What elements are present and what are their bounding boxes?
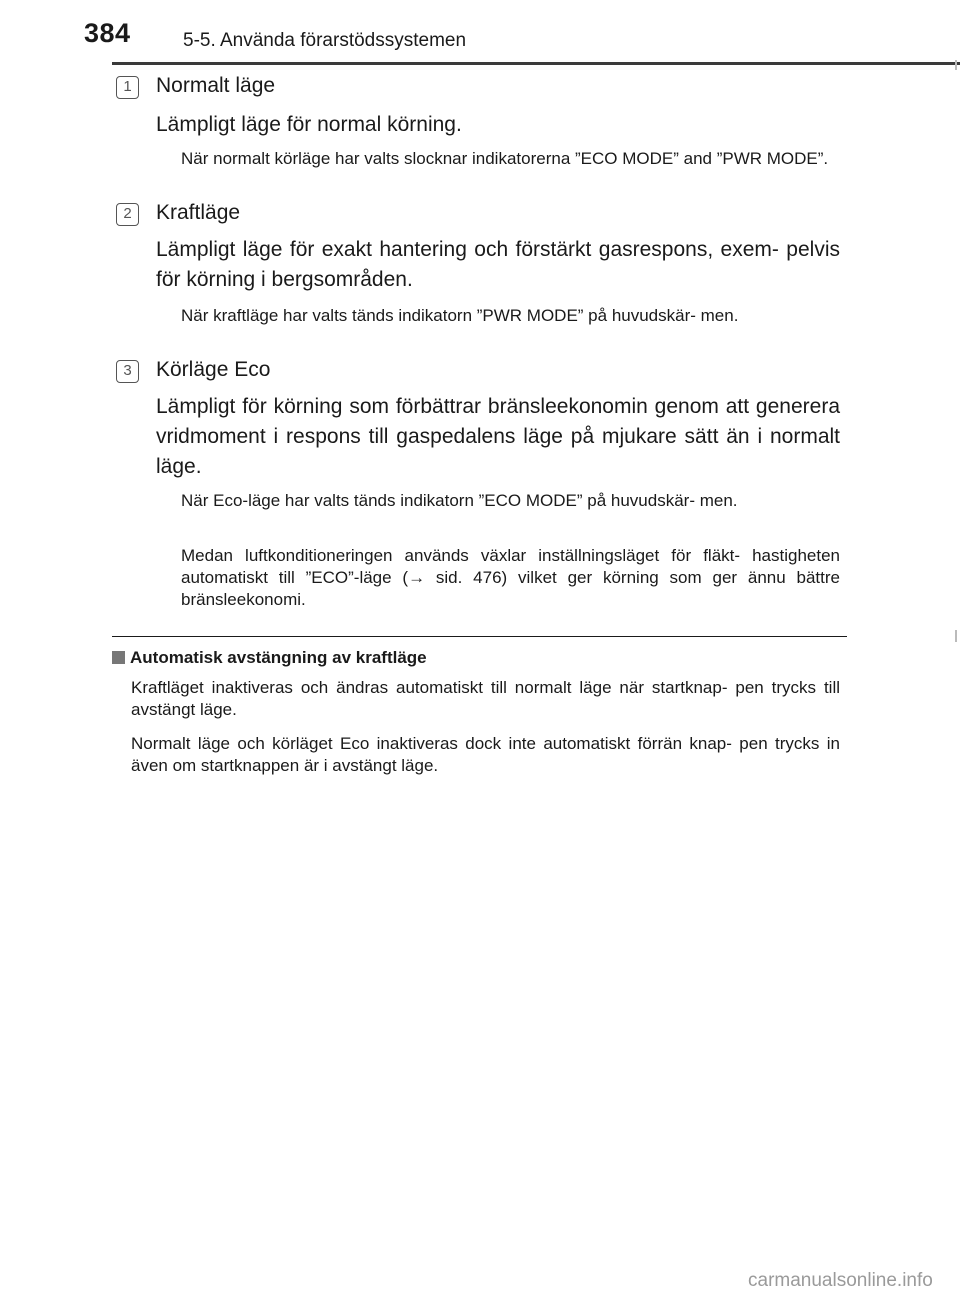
mode-note: Medan luftkonditioneringen används växlar inställningsläget för fläkt- hastigheten automatiskt till ”ECO”-läge (→ sid. 476) vilket ger körning som ger ännu bättre bränsleekonomi. (181, 546, 840, 609)
section-divider (112, 636, 847, 637)
number-badge: 2 (116, 203, 139, 226)
info-paragraph: Normalt läge och körläget Eco inaktiveras dock inte automatiskt förrän knap- pen trycks in även om startknappen är i avstängt läge. (131, 734, 840, 775)
margin-mark (955, 630, 957, 642)
number-badge: 3 (116, 360, 139, 383)
mode-note: När kraftläge har valts tänds indikatorn ”PWR MODE” på huvudskär- men. (181, 306, 739, 325)
info-paragraph: Kraftläget inaktiveras och ändras automatiskt till normalt läge när startknap- pen trycks till avstängt läge. (131, 678, 840, 719)
number-badge: 1 (116, 76, 139, 99)
mode-title: Kraftläge (156, 201, 241, 224)
mode-note: När Eco-läge har valts tänds indikatorn ”ECO MODE” på huvudskär- men. (181, 491, 738, 510)
square-bullet-icon (112, 651, 125, 664)
mode-title: Körläge Eco (156, 358, 271, 381)
mode-title: Normalt läge (156, 74, 276, 97)
info-heading (112, 648, 427, 668)
mode-description: Lämpligt läge för normal körning. (156, 113, 462, 136)
margin-mark (955, 60, 957, 70)
page-number: 384 (84, 18, 131, 48)
mode-note: När normalt körläge har valts slocknar indikatorerna ”ECO MODE” and ”PWR MODE”. (181, 149, 829, 168)
mode-description: Lämpligt för körning som förbättrar bränsleekonomin genom att generera vridmoment i respons till gaspedalens läge på mjukare sätt än i normalt läge. (156, 395, 840, 478)
info-heading-text: Automatisk avstängning av kraftläge (130, 648, 427, 667)
mode-description: Lämpligt läge för exakt hantering och förstärkt gasrespons, exem- pelvis för körning i bergsområden. (156, 238, 840, 291)
section-title: 5-5. Använda förarstödssystemen (183, 30, 467, 51)
watermark: carmanualsonline.info (748, 1270, 933, 1291)
header-rule (112, 62, 960, 65)
